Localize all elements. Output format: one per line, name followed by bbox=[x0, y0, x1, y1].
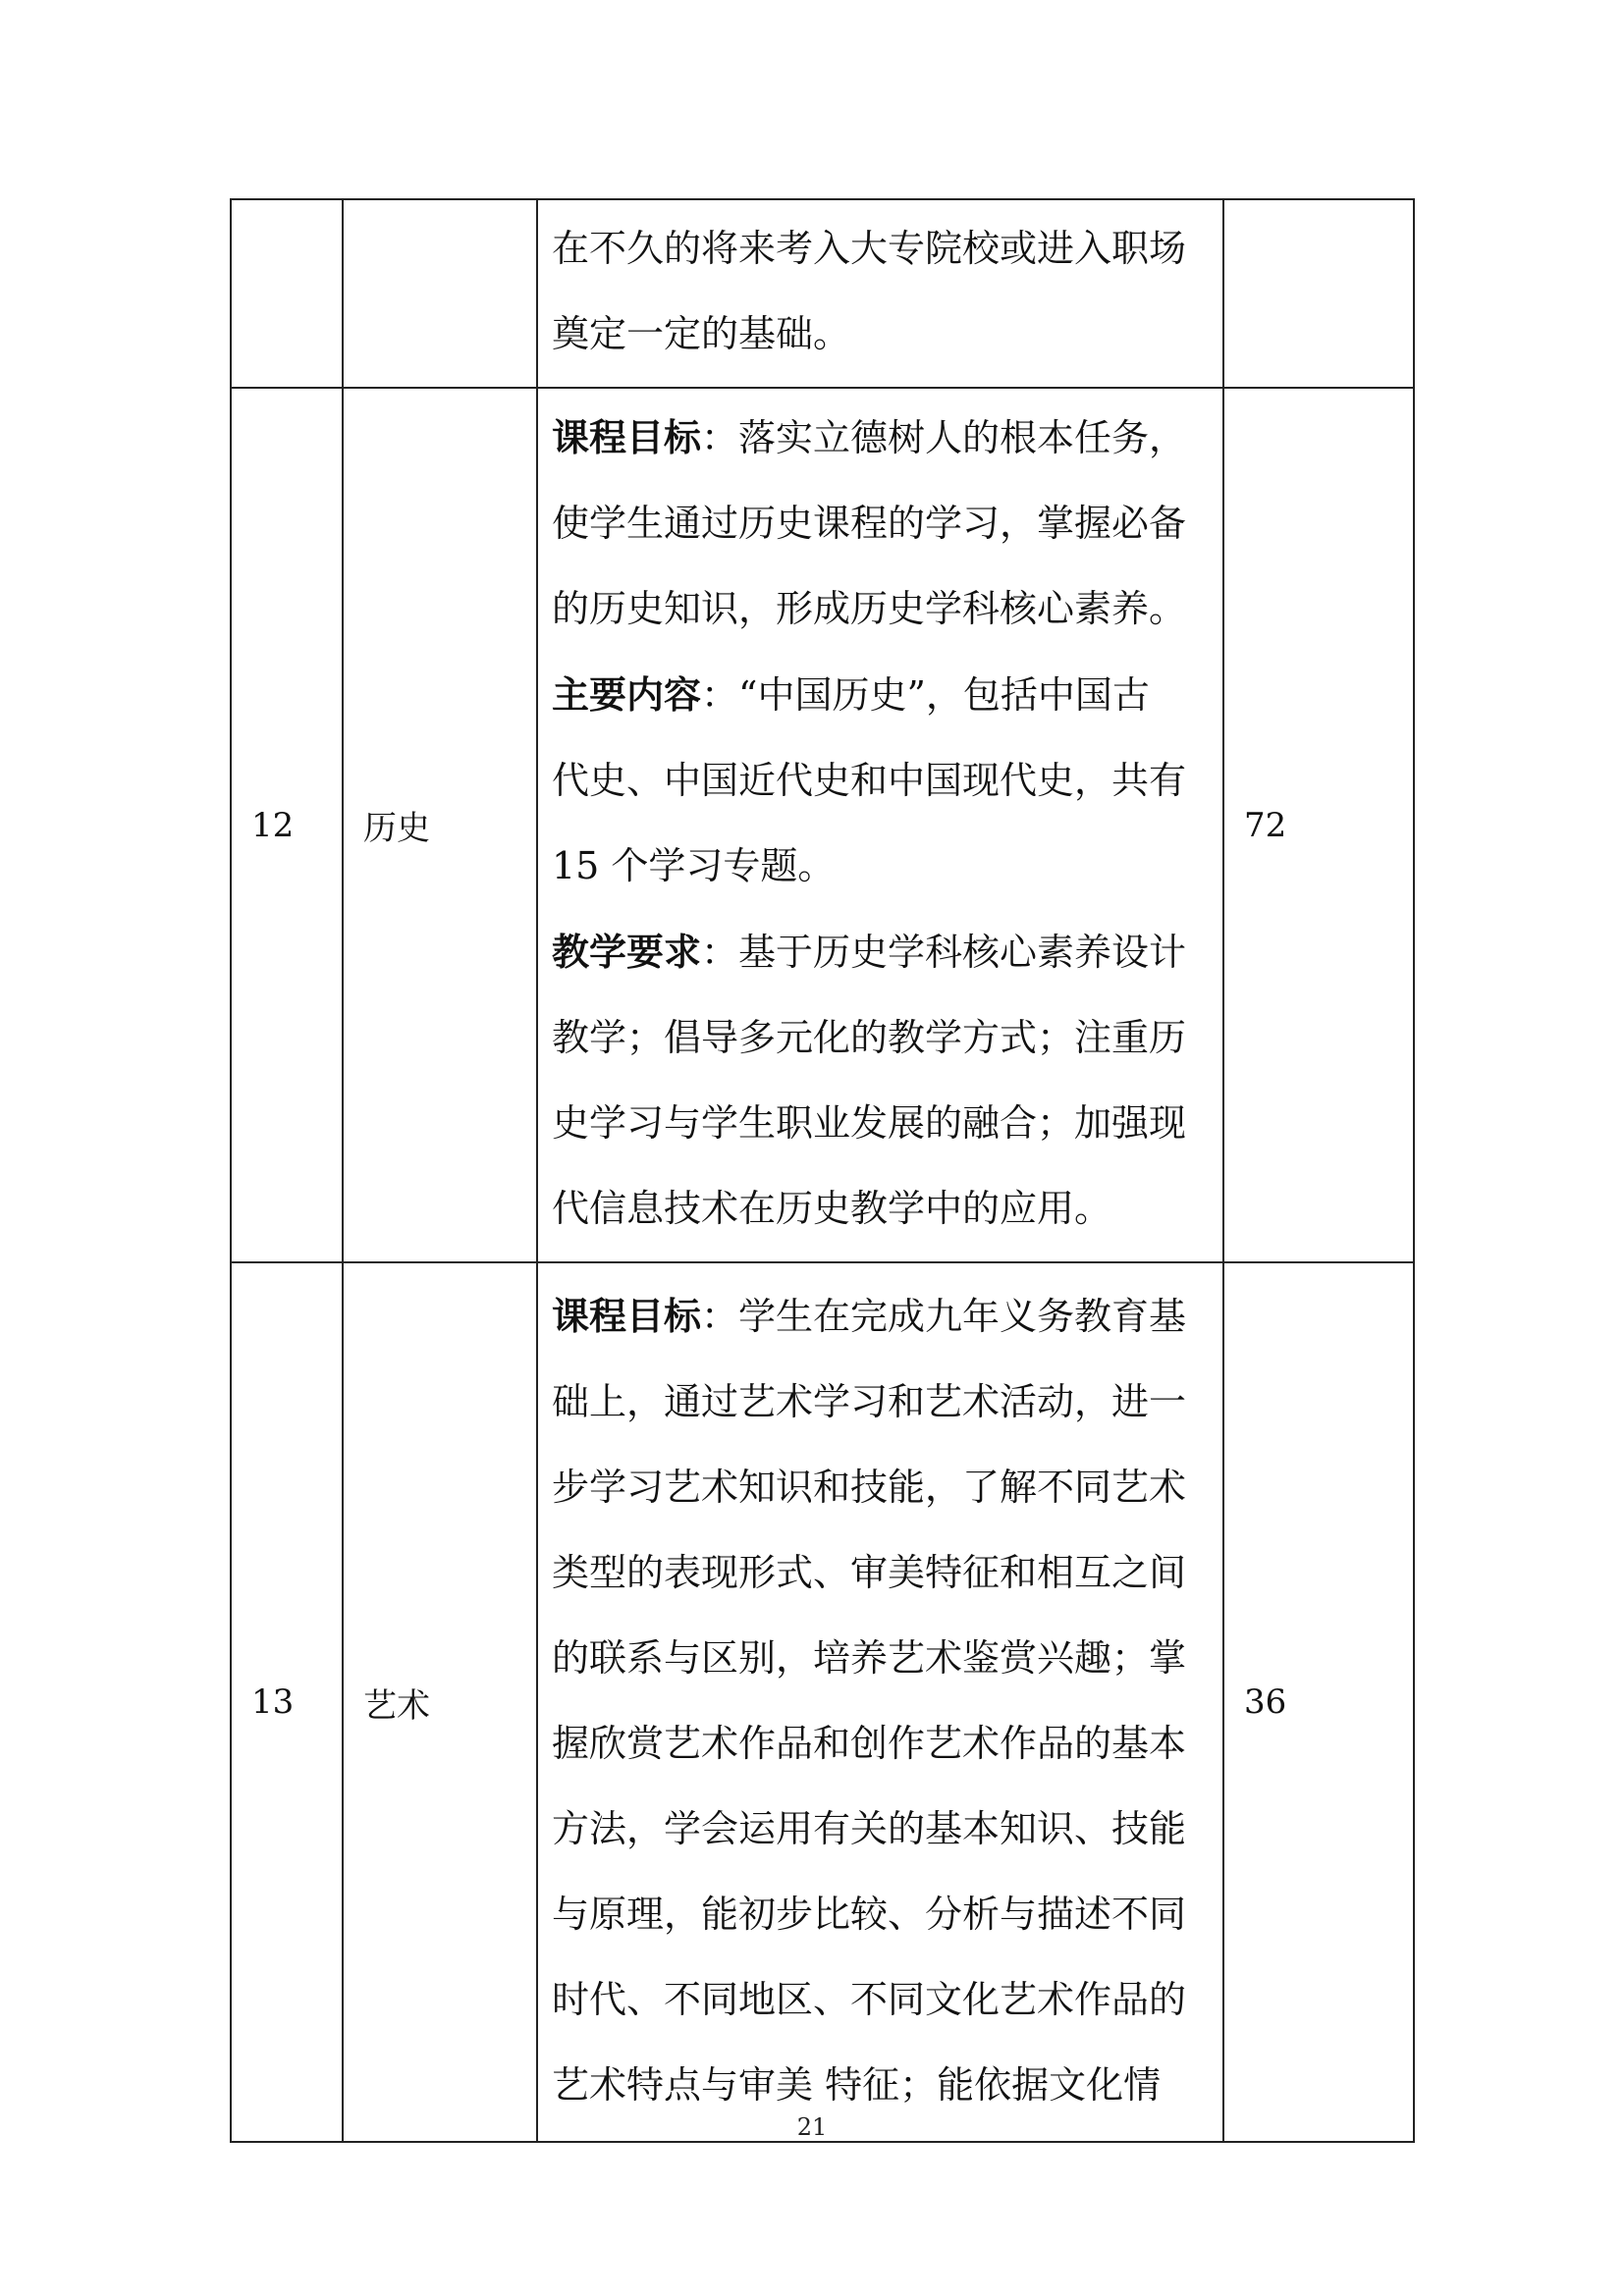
course-table-body bbox=[231, 199, 1414, 2142]
description-line bbox=[552, 1166, 1209, 1252]
table-row bbox=[231, 1262, 1414, 2142]
description-line bbox=[552, 652, 1209, 738]
line-text: 与原理，能初步比较、分析与描述不同 bbox=[552, 1892, 1187, 1936]
line-text: 代信息技术在历史教学中的应用。 bbox=[552, 1187, 1112, 1230]
course-number-cell: 12 bbox=[231, 388, 343, 1262]
description-line bbox=[552, 206, 1209, 292]
description-line bbox=[552, 824, 1209, 909]
line-text: 15 个学习专题。 bbox=[552, 844, 836, 887]
line-text: 在不久的将来考入大专院校或进入职场 bbox=[552, 227, 1187, 270]
course-number-cell bbox=[231, 199, 343, 388]
line-text: 代史、中国近代史和中国现代史，共有 bbox=[552, 759, 1187, 802]
course-name-cell bbox=[343, 199, 537, 388]
line-text: 础上，通过艺术学习和艺术活动，进一 bbox=[552, 1379, 1187, 1423]
description-line bbox=[552, 995, 1209, 1081]
description-paragraph bbox=[552, 909, 1209, 1252]
description-line bbox=[552, 1616, 1209, 1701]
description-line bbox=[552, 1530, 1209, 1616]
paragraph-label: 主要内容 bbox=[552, 672, 702, 717]
paragraph-label: 课程目标 bbox=[552, 1293, 702, 1338]
course-hours-cell bbox=[1223, 199, 1414, 388]
description-paragraph bbox=[552, 652, 1209, 909]
line-text: 方法，学会运用有关的基本知识、技能 bbox=[552, 1806, 1187, 1850]
course-description-cell bbox=[537, 199, 1223, 388]
course-table bbox=[230, 198, 1415, 2143]
description-line bbox=[552, 1273, 1209, 1360]
description-line bbox=[552, 1957, 1209, 2043]
description-line bbox=[552, 909, 1209, 995]
line-text: 的联系与区别，培养艺术鉴赏兴趣；掌 bbox=[552, 1635, 1187, 1680]
course-hours-cell: 36 bbox=[1223, 1262, 1414, 2142]
description-line bbox=[552, 738, 1209, 824]
line-text: ：学生在完成九年义务教育基 bbox=[701, 1294, 1187, 1338]
course-description-cell bbox=[537, 1262, 1223, 2142]
description-paragraph bbox=[552, 395, 1209, 652]
description-line bbox=[552, 1360, 1209, 1445]
line-text: 史学习与学生职业发展的融合；加强现 bbox=[552, 1101, 1187, 1145]
description-line bbox=[552, 1701, 1209, 1787]
description-paragraph bbox=[552, 1273, 1209, 2128]
line-text: 艺术特点与审美 特征；能依据文化情 bbox=[552, 2062, 1162, 2107]
description-line bbox=[552, 1787, 1209, 1872]
line-text: ：基于历史学科核心素养设计 bbox=[701, 931, 1187, 974]
course-description-cell bbox=[537, 388, 1223, 1262]
line-text: 教学；倡导多元化的教学方式；注重历 bbox=[552, 1016, 1187, 1059]
description-line bbox=[552, 395, 1209, 481]
table-row bbox=[231, 388, 1414, 1262]
course-number-cell: 13 bbox=[231, 1262, 343, 2142]
line-text: 步学习艺术知识和技能，了解不同艺术 bbox=[552, 1465, 1187, 1509]
line-text: 类型的表现形式、审美特征和相互之间 bbox=[552, 1550, 1187, 1594]
description-line bbox=[552, 1872, 1209, 1957]
table-row bbox=[231, 199, 1414, 388]
description-line bbox=[552, 1445, 1209, 1530]
description-line bbox=[552, 481, 1209, 566]
course-name-cell: 历史 bbox=[343, 388, 537, 1262]
line-text: 的历史知识，形成历史学科核心素养。 bbox=[552, 587, 1187, 630]
paragraph-label: 课程目标 bbox=[552, 415, 702, 459]
line-text: ：“中国历史”，包括中国古 bbox=[701, 673, 1150, 717]
line-text: 奠定一定的基础。 bbox=[552, 312, 851, 355]
description-paragraph bbox=[552, 206, 1209, 377]
paragraph-label: 教学要求 bbox=[552, 930, 702, 974]
line-text: ：落实立德树人的根本任务， bbox=[701, 416, 1187, 459]
course-hours-cell: 72 bbox=[1223, 388, 1414, 1262]
page-number: 21 bbox=[796, 2113, 828, 2141]
line-text: 握欣赏艺术作品和创作艺术作品的基本 bbox=[552, 1721, 1187, 1765]
description-line bbox=[552, 566, 1209, 652]
line-text: 时代、不同地区、不同文化艺术作品的 bbox=[552, 1977, 1187, 2021]
description-line bbox=[552, 1081, 1209, 1166]
line-text: 使学生通过历史课程的学习，掌握必备 bbox=[552, 502, 1187, 545]
course-name-cell: 艺术 bbox=[343, 1262, 537, 2142]
description-line bbox=[552, 292, 1209, 377]
